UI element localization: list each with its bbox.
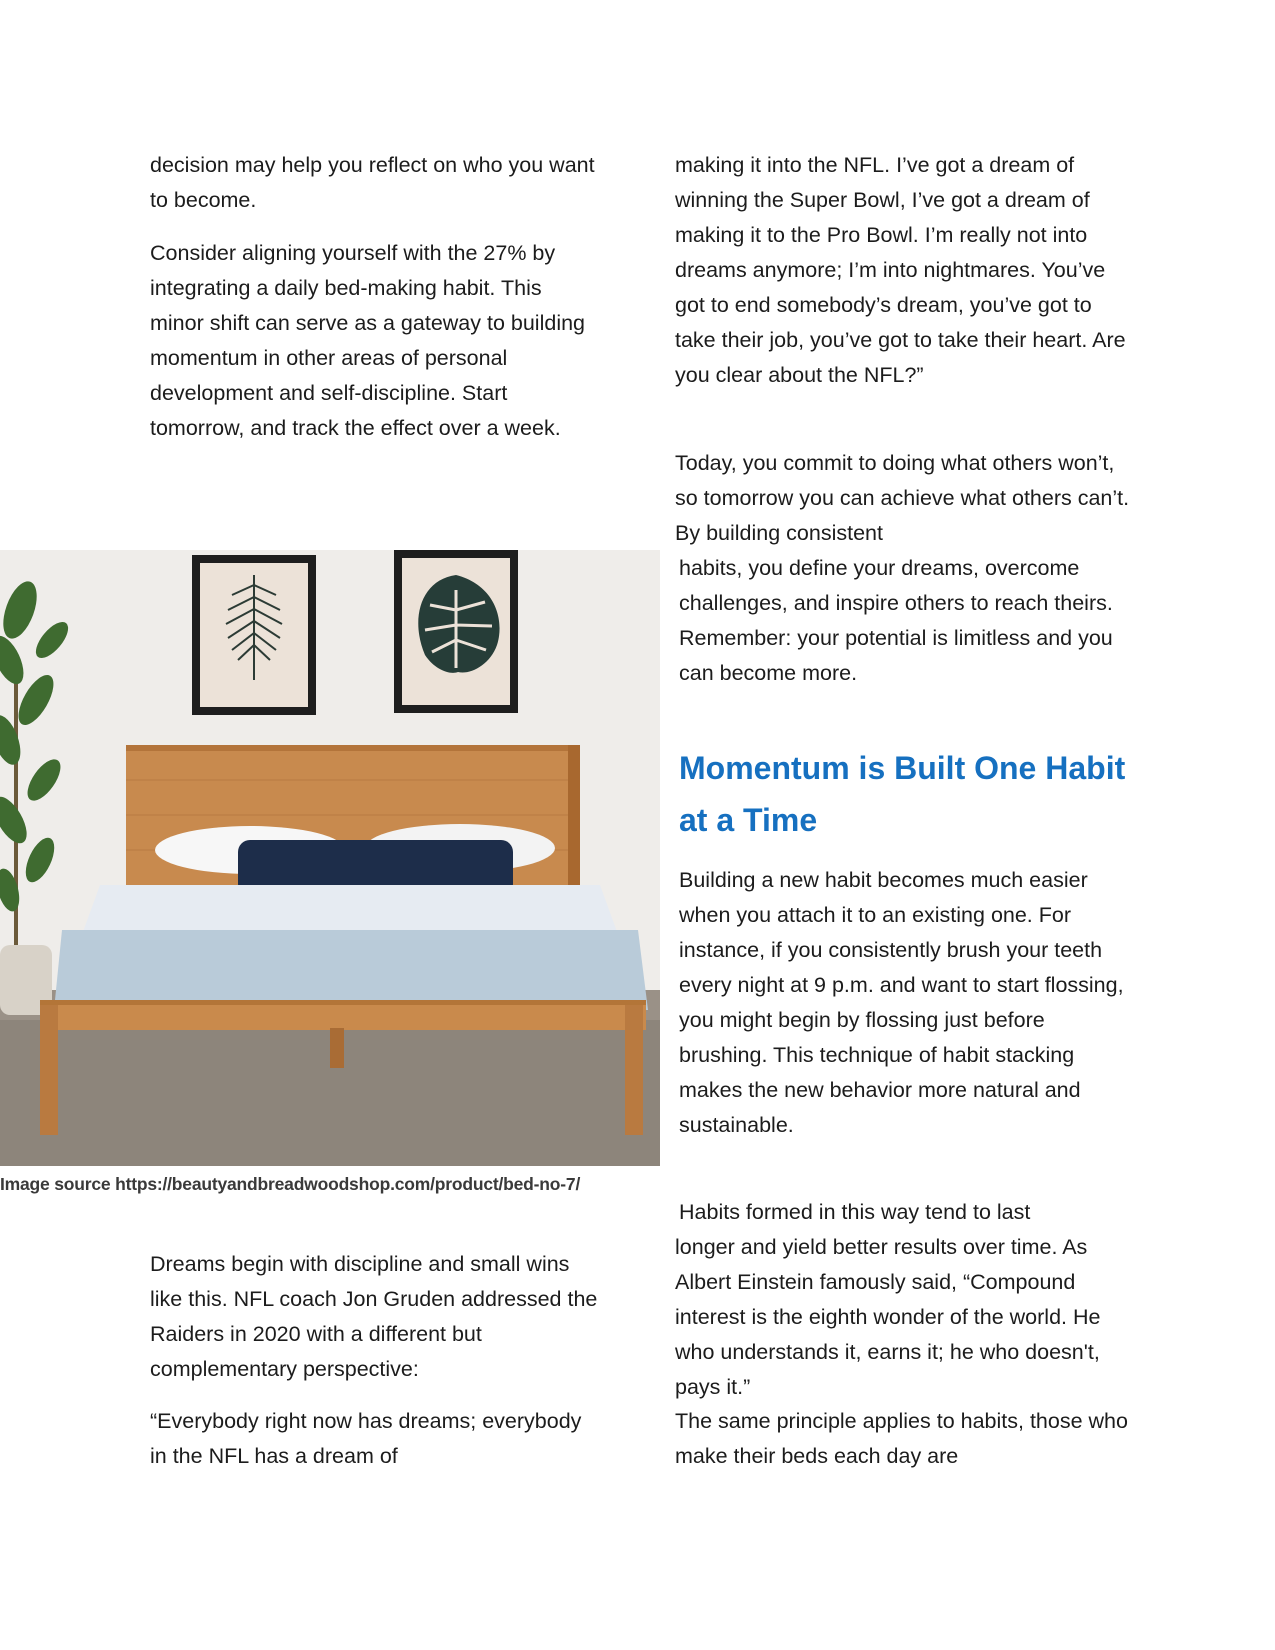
paragraph-right-2b: habits, you define your dreams, overcome challenges, and inspire others to reach theirs. Remember: your potential is limitless and you can become more. [679,556,1113,685]
bed-photo [0,550,660,1166]
paragraph-right-1: making it into the NFL. I’ve got a dream of winning the Super Bowl, I’ve got a dream of making it to the Pro Bowl. I’m really not into dreams anymore; I’m into nightmares. You’ve got to end somebody’s dream, you’ve got to take their job, you’ve got to take their heart. Are you clear about the NFL?” [675,153,1126,387]
paragraph-left-3: Dreams begin with discipline and small wins like this. NFL coach Jon Gruden addressed the Raiders in 2020 with a different but complementary perspective: [150,1252,598,1381]
image-source-caption: Image source https://beautyandbreadwoodshop.com/product/bed-no-7/ [0,1174,581,1194]
paragraph-right-4b: longer and yield better results over time. As Albert Einstein famously said, “Compound interest is the eighth wonder of the world. He who understands it, earns it; he who doesn't, pays it.” [675,1235,1101,1399]
paragraph-right-2a: Today, you commit to doing what others won’t, so tomorrow you can achieve what others can’t. By building consistent [675,451,1130,545]
paragraph-right-4a: Habits formed in this way tend to last [679,1200,1031,1224]
paragraph-left-1: decision may help you reflect on who you want to become. [150,153,595,212]
section-heading: Momentum is Built One Habit at a Time [679,750,1126,838]
paragraph-right-5: The same principle applies to habits, those who make their beds each day are [675,1409,1128,1468]
paragraph-left-4: “Everybody right now has dreams; everybody in the NFL has a dream of [150,1409,582,1468]
paragraph-right-3: Building a new habit becomes much easier when you attach it to an existing one. For instance, if you consistently brush your teeth every night at 9 p.m. and want to start flossing, you might begin by flossing just before brushing. This technique of habit stacking makes the new behavior more natural and sustainable. [679,868,1124,1137]
paragraph-left-2: Consider aligning yourself with the 27% by integrating a daily bed-making habit. This minor shift can serve as a gateway to building momentum in other areas of personal development and self-discipline. Start tomorrow, and track the effect over a week. [150,241,586,440]
